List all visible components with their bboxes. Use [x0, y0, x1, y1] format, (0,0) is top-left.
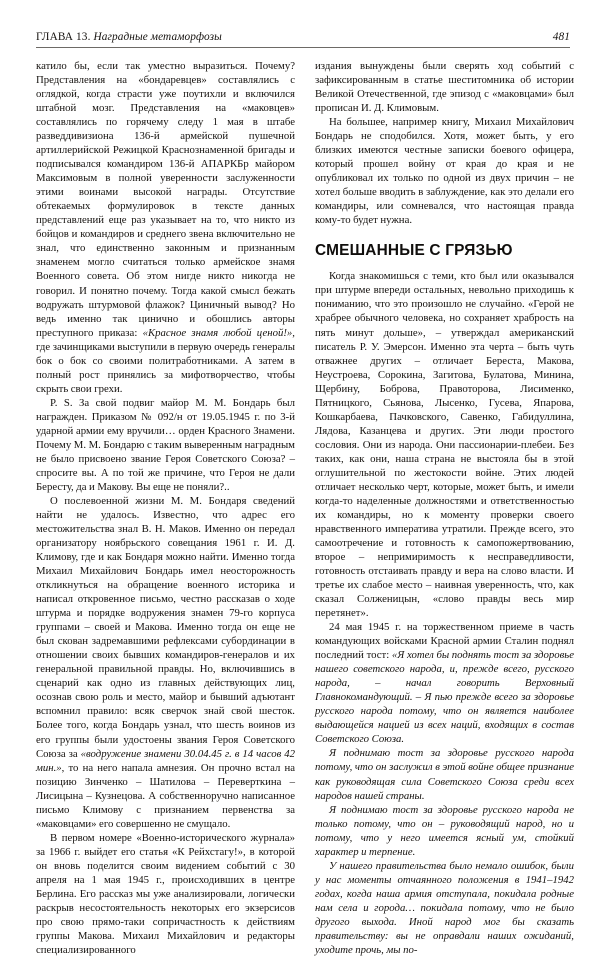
body-paragraph: [36, 831, 295, 957]
body-columns: [36, 59, 574, 957]
quoted-italic-text: «Я хотел бы поднять тост за здоровье нашего советского народа, и, прежде всего, русского народа, – начал говорить Верховный Главнокомандующий. – Я пью прежде всего за здоровье русского народа потому, что он является наиболее выдающейся нацией из всех наций, входящих в состав Советского Союза.: [315, 649, 574, 746]
quoted-italic-text: «водружение знамени 30.04.45 г. в 14 часов 42 мин.»: [36, 747, 296, 774]
column-right: [315, 59, 574, 957]
paragraph-text: издания вынуждены были сверять ход событий с зафиксированным в статье шеститомника об истории Великой Отечественной, где эпизод с «маковцами» был прописан И. Д. Климовым.: [315, 60, 574, 115]
body-paragraph: [315, 803, 574, 859]
body-paragraph: [315, 115, 574, 227]
body-paragraph: [315, 620, 574, 746]
body-paragraph: [315, 269, 574, 620]
running-head-left: [36, 31, 222, 44]
paragraph-text: В первом номере «Военно-исторического журнала» за 1966 г. выйдет его статья «К Рейхстагу!», в которой он вновь поделится своим видением событий с 30 апреля на 1 мая 1945 г., происходивших в центре Берлина. Его рассказ мы уже анализировали, логически раскрыв несостоятельность некоторых его экзерсисов про свою прямо-таки сопричастность к действиям группы Макова. Михаил Михайлович и редакторы специализированного: [36, 831, 295, 956]
column-left: [36, 59, 295, 957]
paragraph-text: , то на него напала амнезия. Он прочно встал на позицию Зинченко – Шатилова – Переверткина – Лисицына – Кузнецова. А собственноручно написанное письмо Климову с признанием первенства за «маковцами» его совершенно не смущало.: [36, 761, 295, 830]
page-number: 481: [552, 31, 570, 43]
quoted-italic-text: Я поднимаю тост за здоровье русского народа потому, что он заслужил в этой войне общее признание как руководящая сила Советского Союза среди всех народов нашей страны.: [315, 747, 574, 802]
body-paragraph: [36, 396, 295, 494]
running-head: [36, 31, 570, 48]
running-head-title: Наградные метаморфозы: [93, 31, 222, 43]
body-paragraph: [315, 859, 574, 957]
paragraph-text: Когда знакомишься с теми, кто был или оказывался при штурме впереди остальных, невольно приходишь к пониманию, что это произошло не случайно. «Герой не храбрее обычного человека, но сохраняет храбрость на пять минут дольше», – утверждал американский писатель Р. У. Эмерсон. Именно эта черта – быть чуть отважнее других – отличает Береста, Макова, Неустроева, Сорокина, Загитова, Булатова, Минина, Щербину, Боброва, Правоторова, Лисименко, Пятницкого, Сьянова, Лысенко, Гусева, Япарова, Кошкарбаева, Пачковского, Савенко, Габидуллина, Лядова, Казанцева и других. Эти люди простого сословия. Они из народа. Они пассионарии-плебеи. Без таких, как они, наша страна не выстояла бы в этой оглушительной по жестокости войне. Этих людей отличает несколько черт, которые, может быть, и имели когда-то наделенные должностями и ответственностью их командиры, но к моменту проверки своего нравственного императива утратили. Прежде всего, это самоотречение и готовность к самопожертвованию, второе – непримиримость к несправедливости, готовность отстаивать правду и вера на слово власти. И третье их слабое место – наивная уверенность, что, как сказал Солженицын, «слово правды весь мир перетянет».: [315, 270, 574, 620]
body-paragraph: [315, 59, 574, 115]
paragraph-text: катило бы, если так уместно выразиться. Почему? Представления на «бондаревцев» составлялись с оглядкой, когда страсти уже поутихли и включился штабной мозг. Представления на «маковцев» составлялись по горячему следу 1 мая в штабе разведдивизиона 136-й армейской пушечной артиллерийской Режицкой Краснознаменной бригады и подписывался командиром 136-й АПАРКБр майором Максимовым в полной уверенности заслуженности этими воинами высокой награды. Отсутствие обтекаемых формулировок в тексте данных представлений еще раз указывает на то, что никто из бойцов и командиров и среднего звена включительно не знал, что единственно законным и признанным знаменем могло считаться только армейское знамя Военного совета. Об этом нигде никто никогда не говорил. И понятно почему. Тогда какой смысл бежать водружать штурмовой флажок? Циничный вывод? Но ведь именно так цинично и обошлись авторы преступного приказа:: [36, 60, 295, 339]
running-head-chapter: ГЛАВА 13.: [36, 31, 91, 43]
section-heading: СМЕШАННЫЕ С ГРЯЗЬЮ: [315, 242, 513, 260]
paragraph-text: 24 мая 1945 г. на торжественном приеме в часть командующих войсками Красной армии Сталин поднял последний тост:: [315, 621, 574, 662]
quoted-italic-text: «Красное знамя любой ценой!»: [142, 326, 293, 339]
body-paragraph: [315, 746, 574, 802]
quoted-italic-text: У нашего правительства было немало ошибок, были у нас моменты отчаянного положения в 1941–1942 годах, когда наша армия отступала, покидала родные нам села и города… покидала потому, что не было другого выхода. Иной народ мог бы сказать правительству: вы не оправдали наших ожиданий, уходите прочь, мы по-: [315, 859, 574, 956]
paragraph-text: P. S. За свой подвиг майор М. М. Бондарь был награжден. Приказом № 092/н от 19.05.1945 г. по 3-й ударной армии ему вручили… орден Красного Знамени. Почему М. М. Бондарю с таким выверенным наградным не было присвоено звание Героя Советского Союза? – спросите вы. А по той же причине, что Героя не дали Бересту, да и Макову. Вы еще не поняли?..: [36, 396, 295, 493]
paragraph-text: , где зачинщиками выступили в первую очередь генералы бок о бок со своими политработниками. А затем в полный рост принялись за мифотворчество, чтобы скрыть свои грехи.: [36, 326, 295, 395]
paragraph-text: О послевоенной жизни М. М. Бондаря сведений найти не удалось. Известно, что адрес его местожительства знал В. Н. Маков. Именно он передал организатору ноябрьского совещания 1961 г. И. Д. Климову, где и как Бондаря можно найти. Именно тогда Михаил Михайлович Бондарь имел неосторожность откликнуться на обращение военного историка и написал откровенное письмо, честно рассказав о ходе штурма и порядке водружения знамен 79-го корпуса группами – своей и Макова. Именно тогда он еще не был скован задремавшими рефлексами субординации в отношении своих бывших командиров-генералов и их генеральной правильной правды. Но, включившись в сценарий как одно из главных действующих лиц, осознав свою роль и место, майор и бывший адъютант вспомнил правило: всяк сверчок знай свой шесток. Более того, когда Бондарь узнал, что шесть воинов из его группы были удостоены звания Героя Советского Союза за: [36, 494, 295, 760]
body-paragraph: [36, 59, 295, 396]
quoted-italic-text: Я поднимаю тост за здоровье русского народа не только потому, что он – руководящий народ, но и потому, что у него имеется ясный ум, стойкий характер и терпение.: [315, 803, 574, 858]
paragraph-text: На большее, например книгу, Михаил Михайлович Бондарь не сподобился. Хотя, может быть, у его близких имеются честные записки боевого офицера, который прошел войну от края до края и не опубликовал их только по одной из двух причин – не хотел больше вводить в заблуждение, как это делали его командиры, или сомневался, что настоящая правда кому-то будет нужна.: [315, 116, 574, 227]
body-paragraph: [36, 494, 295, 831]
